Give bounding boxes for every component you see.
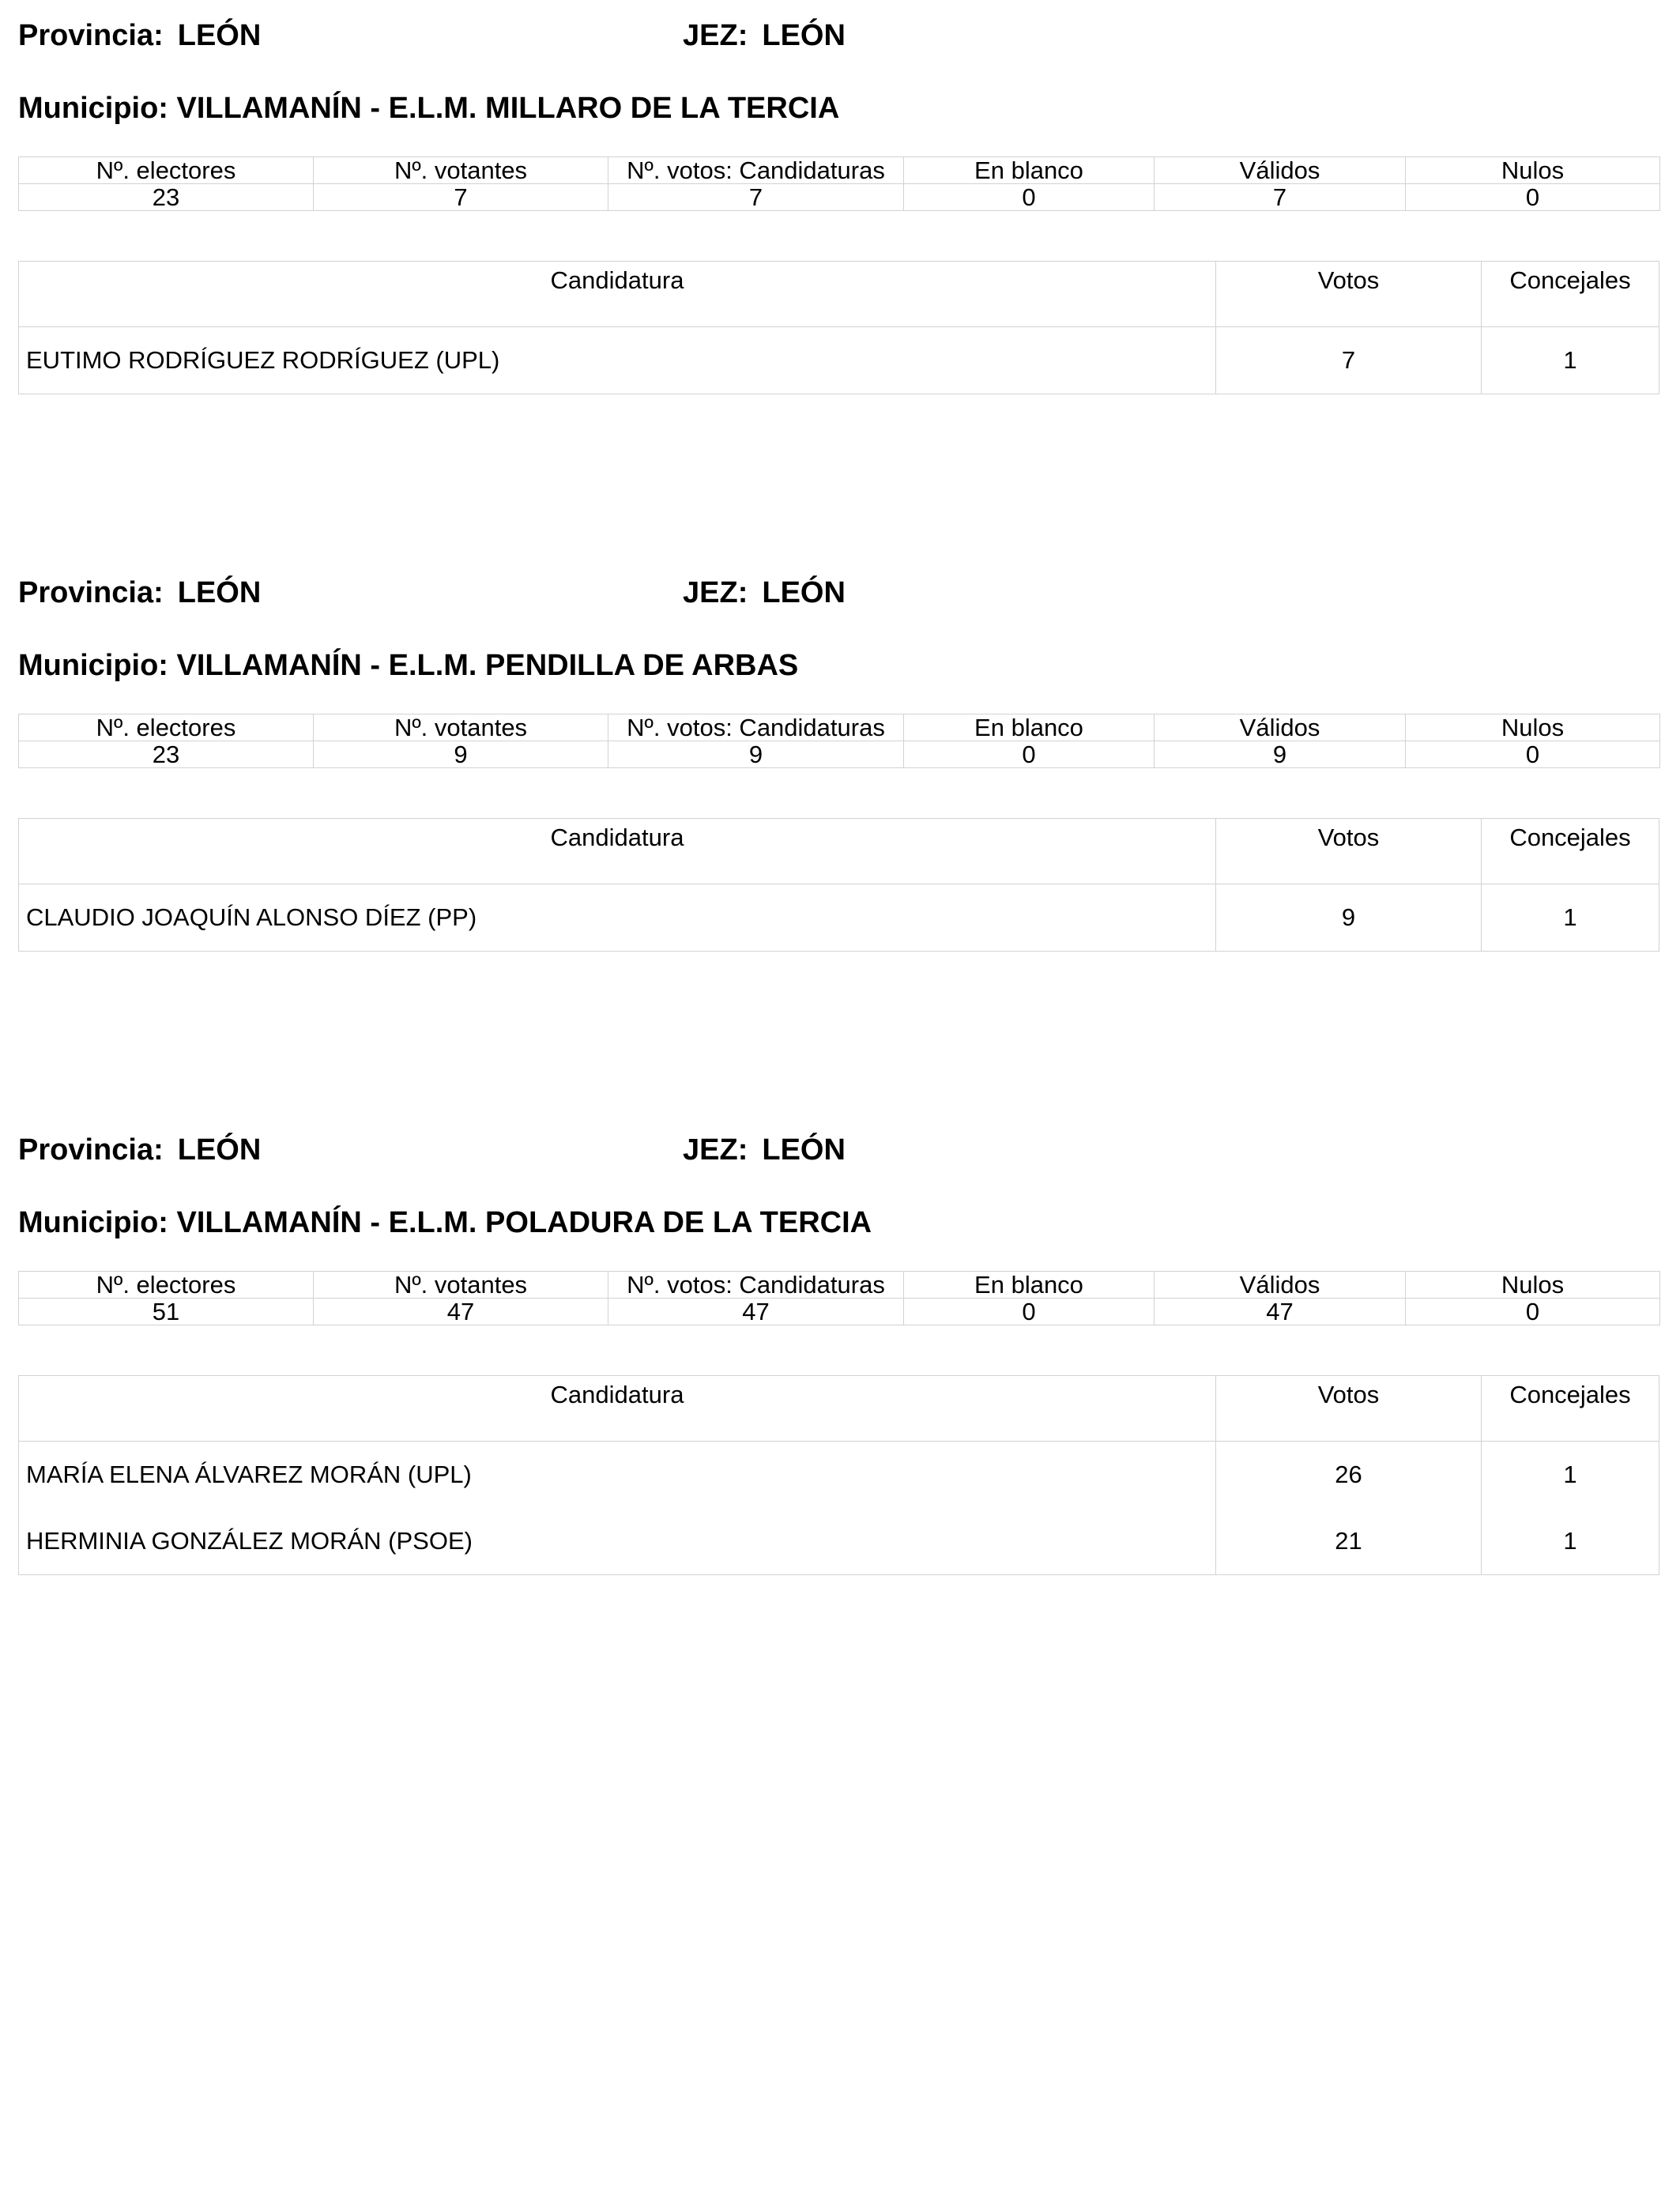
municipio-title bbox=[18, 1203, 872, 1242]
stats-header-cell: Nº. electores bbox=[19, 157, 314, 184]
results-table bbox=[18, 261, 1659, 394]
stats-header-cell: Nº. electores bbox=[19, 714, 314, 741]
municipio-value: VILLAMANÍN - E.L.M. POLADURA DE LA TERCIA bbox=[176, 1206, 872, 1239]
jez-value: LEÓN bbox=[762, 19, 846, 52]
stats-header-row bbox=[19, 714, 1660, 741]
stats-value-cell: 51 bbox=[19, 1299, 314, 1325]
candidate-concejales: 1 bbox=[1481, 1442, 1659, 1508]
candidate-row bbox=[19, 327, 1659, 394]
stats-value-cell: 47 bbox=[608, 1299, 904, 1325]
municipio-title bbox=[18, 89, 839, 128]
provincia-value: LEÓN bbox=[177, 19, 262, 52]
stats-value-cell: 7 bbox=[314, 184, 608, 211]
provincia-header bbox=[18, 573, 261, 613]
stats-value-cell: 0 bbox=[904, 184, 1155, 211]
results-header-cell: Candidatura bbox=[550, 266, 684, 294]
results-header-row bbox=[19, 1376, 1659, 1442]
stats-header-cell: Válidos bbox=[1155, 714, 1406, 741]
candidate-concejales: 1 bbox=[1481, 884, 1659, 951]
candidate-concejales: 1 bbox=[1481, 327, 1659, 394]
results-table bbox=[18, 818, 1659, 952]
results-table bbox=[18, 1375, 1659, 1575]
results-header-row bbox=[19, 819, 1659, 884]
provincia-value: LEÓN bbox=[177, 576, 262, 609]
stats-header-cell: En blanco bbox=[904, 1272, 1155, 1299]
stats-value-cell: 9 bbox=[608, 741, 904, 768]
results-header-cell: Votos bbox=[1215, 262, 1481, 326]
stats-value-cell: 0 bbox=[1406, 184, 1660, 211]
jez-header bbox=[683, 16, 846, 55]
stats-value-cell: 9 bbox=[1155, 741, 1406, 768]
stats-header-cell: Nulos bbox=[1406, 1272, 1660, 1299]
stats-value-cell: 0 bbox=[1406, 1299, 1660, 1325]
stats-header-cell: Nº. votos: Candidaturas bbox=[608, 714, 904, 741]
results-header-cell: Votos bbox=[1215, 1376, 1481, 1441]
stats-value-cell: 0 bbox=[904, 741, 1155, 768]
stats-header-cell: Válidos bbox=[1155, 157, 1406, 184]
stats-table bbox=[18, 1271, 1660, 1325]
stats-header-cell: En blanco bbox=[904, 157, 1155, 184]
municipio-label: Municipio: bbox=[18, 92, 168, 125]
stats-header-cell: Válidos bbox=[1155, 1272, 1406, 1299]
municipio-value: VILLAMANÍN - E.L.M. PENDILLA DE ARBAS bbox=[176, 649, 799, 682]
candidate-votos: 21 bbox=[1215, 1508, 1481, 1574]
stats-value-cell: 23 bbox=[19, 184, 314, 211]
results-header-cell: Candidatura bbox=[550, 824, 684, 851]
stats-value-cell: 7 bbox=[608, 184, 904, 211]
stats-header-cell: Nulos bbox=[1406, 157, 1660, 184]
results-header-cell: Concejales bbox=[1481, 819, 1659, 884]
candidate-votos: 9 bbox=[1215, 884, 1481, 951]
candidate-name: EUTIMO RODRÍGUEZ RODRÍGUEZ (UPL) bbox=[26, 346, 500, 374]
candidate-name: CLAUDIO JOAQUÍN ALONSO DÍEZ (PP) bbox=[26, 903, 477, 931]
jez-label: JEZ: bbox=[683, 576, 748, 609]
jez-label: JEZ: bbox=[683, 1133, 748, 1167]
candidate-row bbox=[19, 1442, 1659, 1508]
results-header-cell: Votos bbox=[1215, 819, 1481, 884]
stats-value-row bbox=[19, 1299, 1660, 1325]
stats-header-cell: Nº. votantes bbox=[314, 157, 608, 184]
provincia-header bbox=[18, 1130, 261, 1170]
stats-header-cell: Nº. votos: Candidaturas bbox=[608, 157, 904, 184]
stats-header-cell: En blanco bbox=[904, 714, 1155, 741]
results-header-cell: Candidatura bbox=[550, 1381, 684, 1408]
stats-header-cell: Nº. electores bbox=[19, 1272, 314, 1299]
stats-table bbox=[18, 156, 1660, 211]
candidate-name: MARÍA ELENA ÁLVAREZ MORÁN (UPL) bbox=[26, 1461, 472, 1488]
stats-header-cell: Nº. votantes bbox=[314, 1272, 608, 1299]
stats-value-row bbox=[19, 184, 1660, 211]
candidate-votos: 7 bbox=[1215, 327, 1481, 394]
jez-label: JEZ: bbox=[683, 19, 748, 52]
stats-value-cell: 23 bbox=[19, 741, 314, 768]
stats-header-cell: Nº. votantes bbox=[314, 714, 608, 741]
municipio-label: Municipio: bbox=[18, 649, 168, 682]
stats-table bbox=[18, 714, 1660, 768]
stats-value-cell: 47 bbox=[1155, 1299, 1406, 1325]
jez-value: LEÓN bbox=[762, 1133, 846, 1167]
candidate-row bbox=[19, 884, 1659, 951]
provincia-label: Provincia: bbox=[18, 576, 164, 609]
candidate-row bbox=[19, 1508, 1659, 1574]
stats-header-cell: Nº. votos: Candidaturas bbox=[608, 1272, 904, 1299]
provincia-label: Provincia: bbox=[18, 1133, 164, 1167]
candidate-votos: 26 bbox=[1215, 1442, 1481, 1508]
stats-value-cell: 9 bbox=[314, 741, 608, 768]
municipio-title bbox=[18, 646, 798, 685]
results-header-cell: Concejales bbox=[1481, 262, 1659, 326]
stats-value-cell: 47 bbox=[314, 1299, 608, 1325]
results-header-row bbox=[19, 262, 1659, 327]
jez-value: LEÓN bbox=[762, 576, 846, 609]
stats-header-row bbox=[19, 1272, 1660, 1299]
provincia-header bbox=[18, 16, 261, 55]
stats-value-cell: 0 bbox=[904, 1299, 1155, 1325]
stats-header-cell: Nulos bbox=[1406, 714, 1660, 741]
municipio-label: Municipio: bbox=[18, 1206, 168, 1239]
stats-value-cell: 0 bbox=[1406, 741, 1660, 768]
jez-header bbox=[683, 1130, 846, 1170]
stats-value-cell: 7 bbox=[1155, 184, 1406, 211]
candidate-name: HERMINIA GONZÁLEZ MORÁN (PSOE) bbox=[26, 1527, 473, 1555]
municipio-value: VILLAMANÍN - E.L.M. MILLARO DE LA TERCIA bbox=[176, 92, 840, 125]
provincia-label: Provincia: bbox=[18, 19, 164, 52]
candidate-concejales: 1 bbox=[1481, 1508, 1659, 1574]
results-header-cell: Concejales bbox=[1481, 1376, 1659, 1441]
stats-header-row bbox=[19, 157, 1660, 184]
jez-header bbox=[683, 573, 846, 613]
stats-value-row bbox=[19, 741, 1660, 768]
provincia-value: LEÓN bbox=[177, 1133, 262, 1167]
